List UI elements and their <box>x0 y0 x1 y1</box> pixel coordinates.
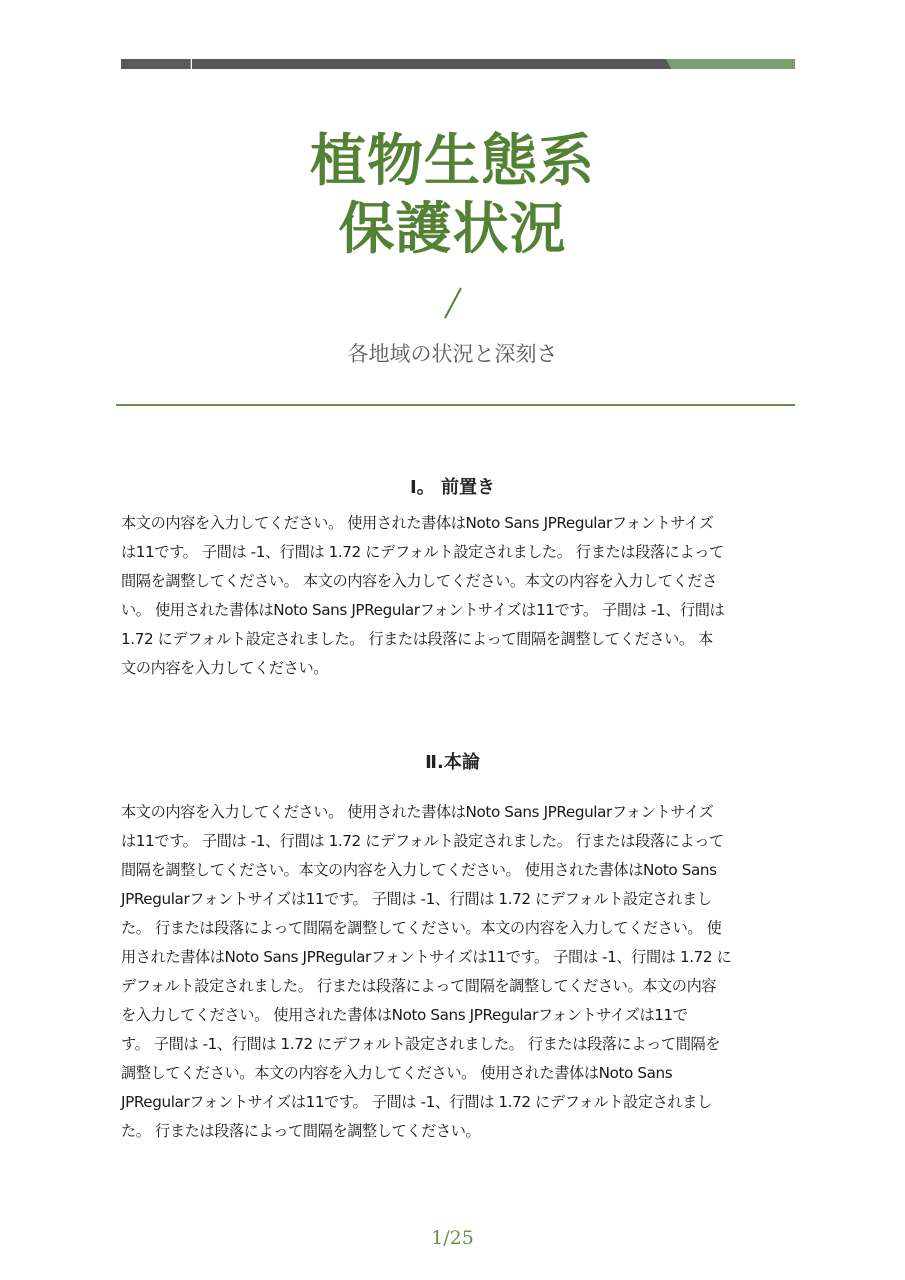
text-line: は11です。 子間は -1、行間は 1.72 にデフォルト設定されました。 行または段落によって <box>121 543 724 561</box>
text-line: JPRegularフォントサイズは11です。 子間は -1、行間は 1.72 にデフォルト設定されまし <box>121 890 712 908</box>
text-line: JPRegularフォントサイズは11です。 子間は -1、行間は 1.72 にデフォルト設定されまし <box>121 1093 712 1111</box>
header-decorative-bar <box>121 59 795 69</box>
text-line: デフォルト設定されました。 行または段落によって間隔を調整してください。本文の内容 <box>121 977 717 995</box>
text-line: 間隔を調整してください。 本文の内容を入力してください。本文の内容を入力してくださ <box>121 572 717 590</box>
section-heading-main: Ⅱ.本論 <box>425 752 480 773</box>
document-subtitle: 各地域の状況と深刻さ <box>347 342 558 366</box>
text-line: 間隔を調整してください。本文の内容を入力してください。 使用された書体はNoto Sans <box>121 861 717 879</box>
text-line: 1.72 にデフォルト設定されました。 行または段落によって間隔を調整してください。 本 <box>121 630 713 648</box>
title-divider-rule <box>116 404 795 406</box>
document-title <box>0 128 905 264</box>
section-body-introduction <box>121 509 789 683</box>
bar-segment-accent <box>666 59 795 69</box>
text-line: 本文の内容を入力してください。 使用された書体はNoto Sans JPRegularフォントサイズ <box>121 514 714 532</box>
bar-segment-middle <box>192 59 672 69</box>
title-line-1: 植物生態系 <box>310 129 595 194</box>
text-line: 文の内容を入力してください。 <box>121 659 329 677</box>
text-line: す。 子間は -1、行間は 1.72 にデフォルト設定されました。 行または段落によって間隔を <box>121 1035 721 1053</box>
page-number: 1/25 <box>431 1227 474 1249</box>
text-line: た。 行または段落によって間隔を調整してください。 <box>121 1122 481 1140</box>
title-line-2: 保護状況 <box>338 197 567 262</box>
bar-segment-left <box>121 59 191 69</box>
text-line: 調整してください。本文の内容を入力してください。 使用された書体はNoto Sans <box>121 1064 673 1082</box>
section-body-main <box>121 798 789 1146</box>
text-line: は11です。 子間は -1、行間は 1.72 にデフォルト設定されました。 行または段落によって <box>121 832 724 850</box>
text-line: 本文の内容を入力してください。 使用された書体はNoto Sans JPRegularフォントサイズ <box>121 803 714 821</box>
slash-divider-icon <box>442 286 464 320</box>
text-line: た。 行または段落によって間隔を調整してください。本文の内容を入力してください。 使 <box>121 919 722 937</box>
text-line: い。 使用された書体はNoto Sans JPRegularフォントサイズは11です。 子間は -1、行間は <box>121 601 725 619</box>
text-line: 用された書体はNoto Sans JPRegularフォントサイズは11です。 子間は -1、行間は 1.72 に <box>121 948 732 966</box>
text-line: を入力してください。 使用された書体はNoto Sans JPRegularフォントサイズは11で <box>121 1006 688 1024</box>
section-heading-introduction: Ⅰ。 前置き <box>410 477 495 498</box>
